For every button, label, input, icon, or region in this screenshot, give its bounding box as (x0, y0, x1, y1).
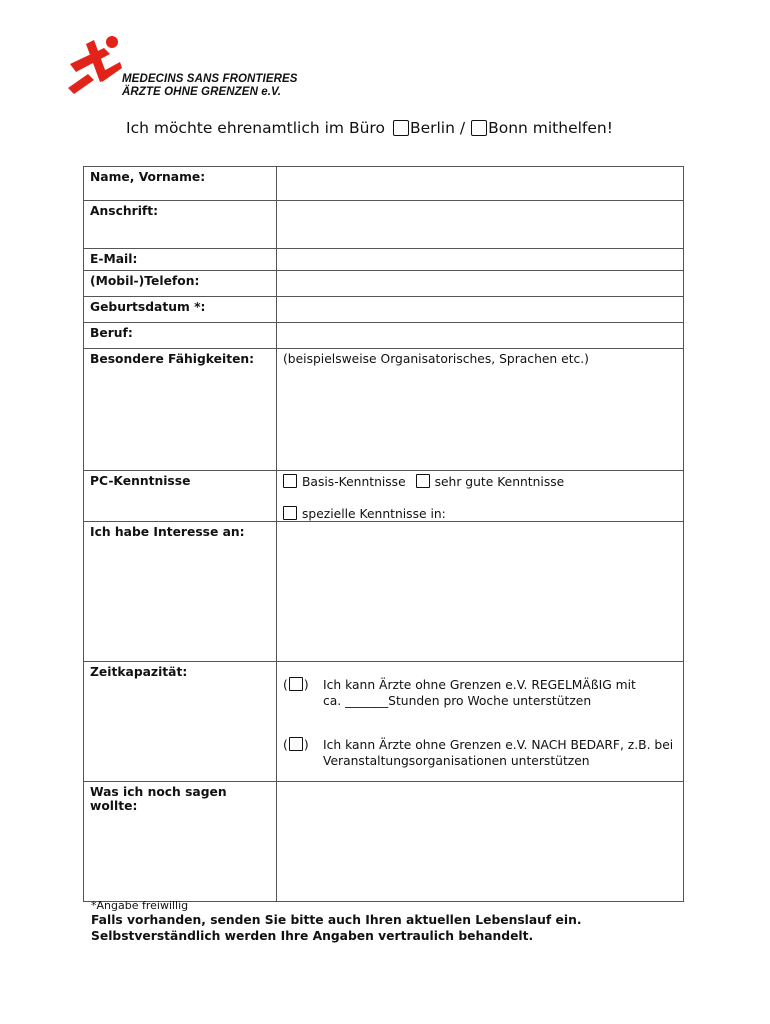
org-name-fr: MEDECINS SANS FRONTIERES (122, 73, 298, 85)
skills-label: Besondere Fähigkeiten: (84, 349, 277, 471)
msf-logo (64, 34, 298, 100)
row-skills (84, 349, 684, 471)
email-field[interactable] (277, 249, 684, 271)
org-name-de: ÄRZTE OHNE GRENZEN e.V. (122, 86, 282, 98)
pc-good-checkbox[interactable] (416, 474, 430, 488)
birthdate-field[interactable] (277, 297, 684, 323)
other-field[interactable] (277, 782, 684, 902)
optional-note: *Angabe freiwillig (91, 899, 189, 912)
pc-basic-checkbox[interactable] (283, 474, 297, 488)
time-regular-checkbox[interactable] (289, 677, 303, 691)
volunteer-form-table (83, 166, 684, 902)
interest-field[interactable] (277, 522, 684, 662)
row-interest (84, 522, 684, 662)
bonn-checkbox[interactable] (471, 120, 487, 136)
row-phone (84, 271, 684, 297)
address-label: Anschrift: (84, 201, 277, 249)
row-email (84, 249, 684, 271)
row-birthdate (84, 297, 684, 323)
birthdate-label: Geburtsdatum *: (84, 297, 277, 323)
name-field[interactable] (277, 167, 684, 201)
berlin-checkbox[interactable] (393, 120, 409, 136)
other-label: Was ich noch sagen wollte: (84, 782, 277, 902)
closing-text: Falls vorhanden, senden Sie bitte auch Ihren aktuellen Lebenslauf ein. Selbstverständlich werden Ihre Angaben vertraulich behandelt. (91, 913, 582, 943)
job-field[interactable] (277, 323, 684, 349)
pc-special-checkbox[interactable] (283, 506, 297, 520)
skills-hint: (beispielsweise Organisatorisches, Sprachen etc.) (283, 352, 589, 366)
time-needed-line1: Ich kann Ärzte ohne Grenzen e.V. NACH BEDARF, z.B. bei (323, 738, 674, 752)
time-needed-checkbox[interactable] (289, 737, 303, 751)
bonn-label: Bonn mithelfen! (488, 119, 613, 137)
skills-field[interactable] (277, 349, 684, 471)
pc-good-label: sehr gute Kenntnisse (434, 475, 565, 489)
phone-field[interactable] (277, 271, 684, 297)
pc-field (277, 471, 684, 522)
time-regular-line1: Ich kann Ärzte ohne Grenzen e.V. REGELMÄßIG mit (323, 678, 636, 692)
pc-basic-label: Basis-Kenntnisse (302, 475, 406, 489)
title-prefix: Ich möchte ehrenamtlich im Büro (126, 119, 385, 137)
row-other (84, 782, 684, 902)
msf-running-man-icon (64, 34, 124, 98)
page-title (126, 119, 613, 137)
row-name (84, 167, 684, 201)
pc-label: PC-Kenntnisse (84, 471, 277, 522)
address-field[interactable] (277, 201, 684, 249)
row-pc (84, 471, 684, 522)
interest-label: Ich habe Interesse an: (84, 522, 277, 662)
time-field: ( ) Ich kann Ärzte ohne Grenzen e.V. REGELMÄßIG mit ca. _______Stunden pro Woche unterstützen ( ) Ich kann Ärzte ohne Grenzen e.V. NACH BEDARF, z.B. bei Veranstaltungsorganisationen unterstützen (277, 662, 684, 782)
berlin-label: Berlin / (409, 119, 466, 137)
email-label: E-Mail: (84, 249, 277, 271)
row-time (84, 662, 684, 782)
name-label: Name, Vorname: (84, 167, 277, 201)
job-label: Beruf: (84, 323, 277, 349)
row-job (84, 323, 684, 349)
time-label: Zeitkapazität: (84, 662, 277, 782)
time-regular-line2: ca. _______Stunden pro Woche unterstützen (323, 694, 592, 708)
pc-special-label: spezielle Kenntnisse in: (302, 507, 446, 521)
time-needed-line2: Veranstaltungsorganisationen unterstützen (323, 754, 590, 768)
phone-label: (Mobil-)Telefon: (84, 271, 277, 297)
row-address (84, 201, 684, 249)
